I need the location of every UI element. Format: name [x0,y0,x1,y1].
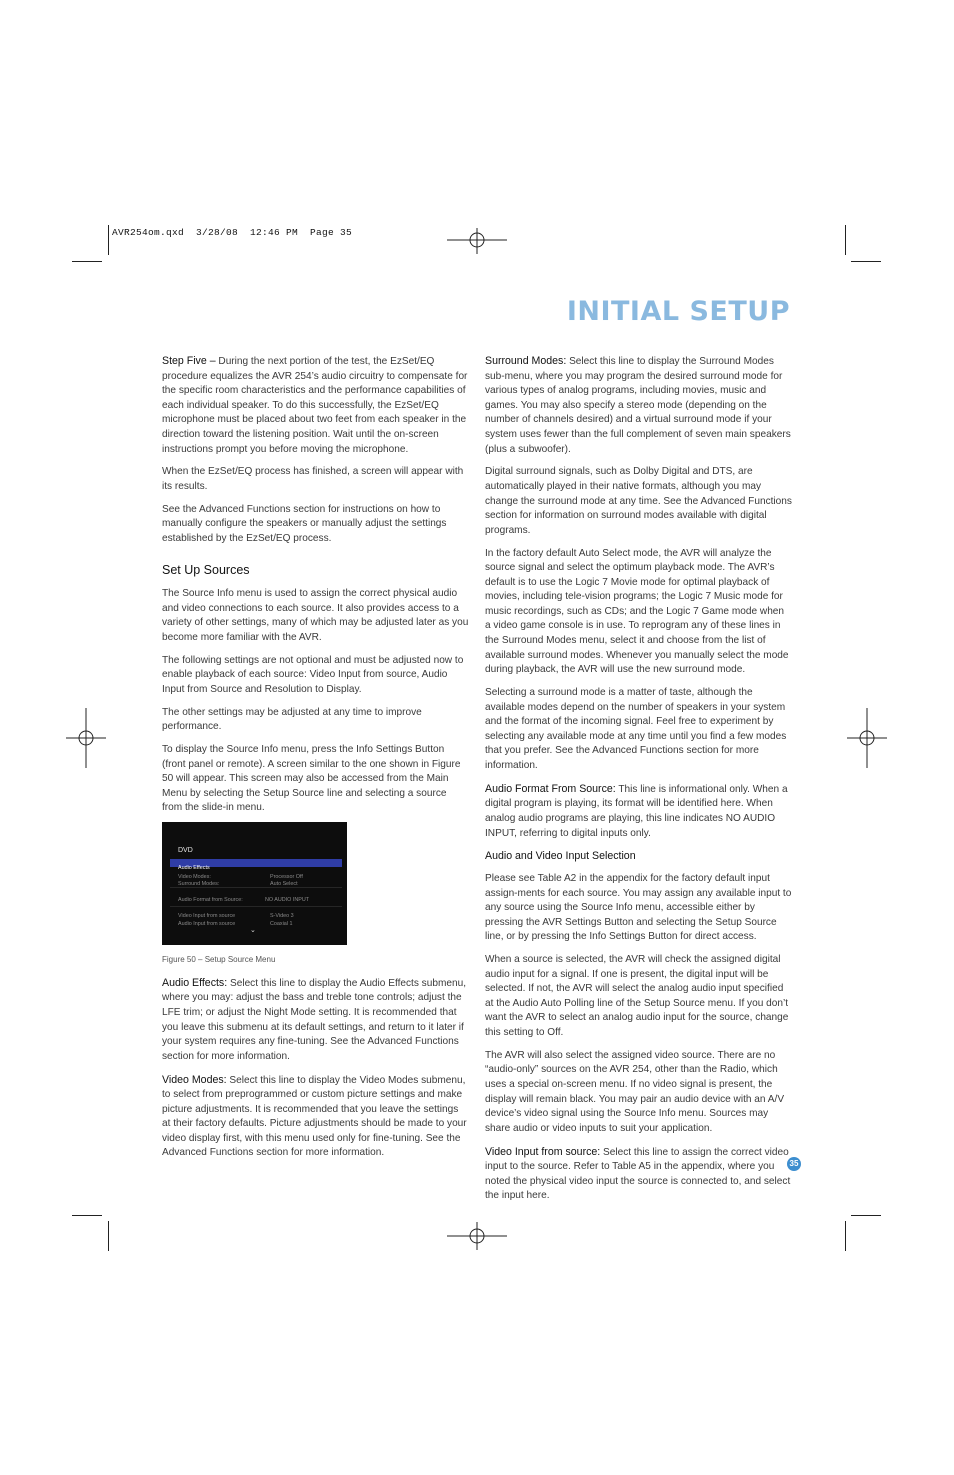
menu-row-label: Audio Effects [178,864,210,871]
video-modes-paragraph [162,1073,469,1162]
paragraph: The AVR will also select the assigned video source. There are no “audio-only” sources on the AVR 254, other than the Radio, which uses a special on-screen menu. If no video signal is present, the display will remain black. You may pair an audio device with an A/V device’s video signal using the Source Info menu. Sources may share audio or video inputs to suit your application. [485,1049,785,1134]
crop-mark [108,1221,109,1251]
paragraph: Selecting a surround mode is a matter of taste, although the available modes depend on the number of speakers in your system and the format of the incoming signal. Feel free to experiment by selecting any available mode at any time until you find a few modes that you prefer. See the Advanced Functions section for more information. [485,687,787,771]
crop-mark [845,225,846,255]
registration-mark-icon [447,1206,507,1266]
crop-mark [851,261,881,262]
menu-row-label: Video Modes: [178,873,211,880]
audio-effects-paragraph [162,976,469,1065]
crop-mark [845,1221,846,1251]
paragraph: The Source Info menu is used to assign the correct physical audio and video connections to each source. It also provides access to a variety of other settings, many of which may be adjusted later as you become more familiar with the AVR. [162,588,469,643]
chevron-down-icon: ⌄ [250,926,256,934]
audio-effects-text: Select this line to display the Audio Effects submenu, where you may: adjust the bass and treble tone controls; adjust the LFE trim; or adjust the Night Mode setting. It is recommended that you leave this submenu at its default settings, and return to it later if your system requires any fine-tuning. See the Advanced Functions section for more information. [162,977,467,1062]
paragraph: The other settings may be adjusted at any time to improve performance. [162,706,422,733]
crop-mark [851,1215,881,1216]
video-input-lead: Video Input from source: [485,1145,601,1158]
surround-modes-lead: Surround Modes: [485,355,567,367]
registration-mark-icon [447,210,507,270]
step-five-lead: Step Five – [162,355,216,367]
figure-caption: Figure 50 – Setup Source Menu [162,954,276,964]
paragraph: When a source is selected, the AVR will check the assigned digital audio input for a signal. If one is present, the digital input will be selected. If not, the AVR will select the analog audio input specified at the Audio Auto Polling line of the Setup Source menu. If you don’t want the AVR to select an analog audio input for the source, change this setting to Off. [485,954,789,1039]
video-input-paragraph [485,1145,792,1204]
paragraph: See the Advanced Functions section for instructions on how to manually configure the speakers or manually adjust the settings established by the EzSet/EQ process. [162,503,447,544]
menu-row-label: Surround Modes: [178,880,220,887]
subheading-set-up-sources: Set Up Sources [162,562,250,577]
step-five-paragraph [162,354,469,457]
section-title: INITIAL SETUP [566,296,790,327]
menu-row-label: Video Input from source [178,912,236,919]
paragraph: Digital surround signals, such as Dolby Digital and DTS, are automatically played in their native formats, although you may change the surround mode at any time. See the Advanced Functions section for information on surround modes available with digital programs. [485,466,792,536]
surround-modes-paragraph [485,354,792,457]
crop-mark [72,1215,102,1216]
menu-row-value: Coaxial 1 [270,920,293,927]
step-five-text: During the next portion of the test, the EzSet/EQ procedure equalizes the AVR 254’s audio circuitry to compensate for the specific room characteristics and the performance capabilities of each individual speaker. To do this successfully, the EzSet/EQ microphone must be placed about two feet from each speaker in the direction toward the listening position. Wait until the on-screen instructions prompt you before moving the microphone. [162,356,468,455]
paragraph: In the factory default Auto Select mode, the AVR will analyze the source signal and select the optimum playback mode. The AVR’s default is to use the Logic 7 Movie mode for optimal playback of movies, including tele-vision programs; the Logic 7 Music mode for music recordings, such as CDs; and the Logic 7 Game mode when a video game console is in use. To reprogram any of these lines in the Surround Modes menu, select it and choose from the list of available surround modes. Whenever you manually select the mode during playback, the AVR will use the new surround mode. [485,547,789,676]
menu-row-label: Audio Format from Source: [178,896,243,903]
surround-modes-text: Select this line to display the Surround Modes sub-menu, where you may program the desired surround mode for various types of analog programs, including movies, music and games. You may also specify a stereo mode (depending on the number of channels desired) and a virtual surround mode if your system uses fewer than the full complement of seven main speakers (plus a subwoofer). [485,356,791,455]
page-number-badge: 35 [787,1157,801,1171]
crop-mark [108,225,109,255]
audio-format-lead: Audio Format From Source: [485,782,616,795]
crop-mark [72,261,102,262]
menu-row-label: Audio Input from source [178,920,236,927]
subheading-input-selection: Audio and Video Input Selection [485,850,636,863]
file-slug: AVR254om.qxd 3/28/08 12:46 PM Page 35 [112,227,353,238]
audio-effects-lead: Audio Effects: [162,976,228,989]
menu-row-value: Processor Off [270,873,303,880]
video-input-text: Select this line to assign the correct video input to the source. Refer to Table A5 in the appendix, where you noted the physical video input the source is connected to, and select the input here. [485,1146,791,1202]
menu-row-value: S-Video 3 [270,912,294,919]
paragraph: Please see Table A2 in the appendix for the factory default input assign-ments for each source. You may assign any available input to any source using the Source Info menu, accessible either by pressing the AVR Settings Button and selecting the Setup Source line, or by pressing the Info Settings Button for direct access. [485,872,792,943]
registration-mark-icon [837,708,897,768]
left-column [162,354,469,1169]
right-column [485,354,792,1212]
paragraph: The following settings are not optional and must be adjusted now to enable playback of each source: Video Input from source, Audio Input from Source and Resolution to Display. [162,654,464,695]
paragraph: To display the Source Info menu, press the Info Settings Button (front panel or remote). A screen similar to the one shown in Figure 50 will appear. This screen may also be accessed from the Main Menu by selecting the Setup Source line and selecting a source from the slide-in menu. [162,744,461,814]
registration-mark-icon [56,708,116,768]
menu-row-value: NO AUDIO INPUT [265,896,310,903]
figure-menu-title: DVD [178,846,193,854]
audio-format-paragraph [485,782,792,841]
video-modes-text: Select this line to display the Video Modes submenu, to select from preprogrammed or custom picture settings and make picture adjustments. It is recommended that you leave the settings at their factory defaults. Picture adjustments should be made to your video display first, with this menu used only for fine-tuning. See the Advanced Functions section for more information. [162,1074,467,1159]
menu-row-value: Auto Select [270,880,298,887]
video-modes-lead: Video Modes: [162,1073,227,1086]
setup-source-menu-figure [162,822,347,945]
audio-format-text: This line is informational only. When a digital program is playing, its format will be identified here. When analog audio programs are playing, this line indicates NO AUDIO INPUT, referring to digital inputs only. [485,783,788,839]
paragraph: When the EzSet/EQ process has finished, a screen will appear with its results. [162,466,464,492]
